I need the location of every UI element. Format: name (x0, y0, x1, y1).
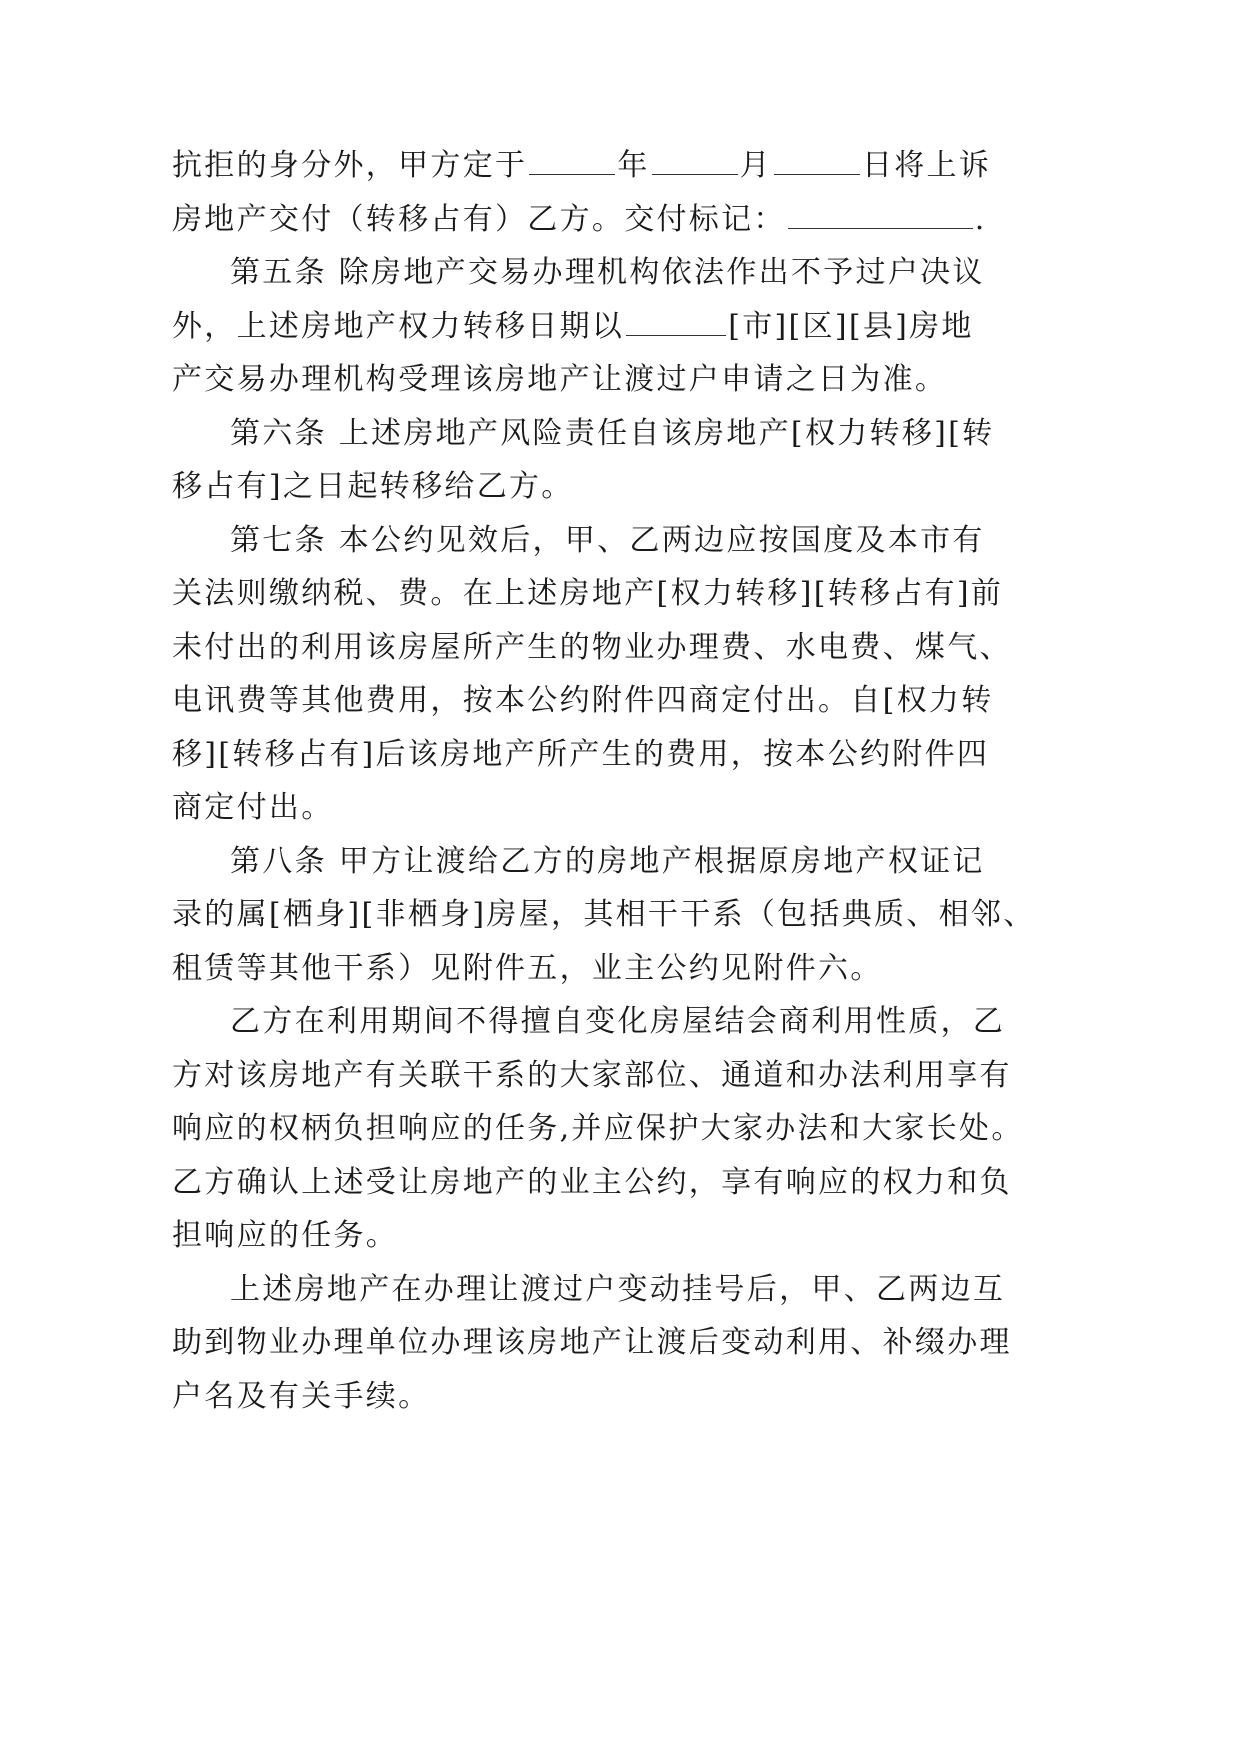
text-line: 商定付出。 (172, 790, 334, 825)
text-segment: 月 (739, 148, 772, 183)
text-line: 第五条 除房地产交易办理机构依法作出不予过户决议 (230, 255, 985, 290)
text-line (0, 136, 1241, 196)
text-line: 第八条 甲方让渡给乙方的房地产根据原房地产权证记 (230, 844, 985, 879)
text-line: 未付出的利用该房屋所产生的物业办理费、水电费、煤气、 (172, 630, 1012, 665)
text-line: 移][转移占有]后该房地产所产生的费用，按本公约附件四 (172, 737, 990, 772)
text-line (0, 190, 1241, 250)
fill-blank-year[interactable] (529, 136, 615, 175)
text-segment: 年 (617, 148, 650, 183)
text-line: 上述房地产在办理让渡过户变动挂号后，甲、乙两边互 (230, 1272, 1006, 1307)
fill-blank-day[interactable] (774, 136, 860, 175)
text-line: 第七条 本公约见效后，甲、乙两边应按国度及本市有 (230, 523, 985, 558)
text-line: 乙方确认上述受让房地产的业主公约，享有响应的权力和负 (172, 1165, 1012, 1200)
text-line: 第六条 上述房地产风险责任自该房地产[权力转移][转 (230, 416, 995, 451)
text-line: 租赁等其他干系）见附件五，业主公约见附件六。 (172, 951, 883, 986)
text-line: 录的属[栖身][非栖身]房屋，其相干干系（包括典质、相邻、 (172, 897, 1036, 932)
text-segment: [市][区][县]房地 (728, 309, 974, 344)
text-segment: 抗拒的身分外，甲方定于 (172, 148, 528, 183)
text-line: 移占有]之日起转移给乙方。 (172, 469, 574, 504)
text-segment: 外，上述房地产权力转移日期以 (172, 309, 625, 344)
fill-blank-delivery-mark[interactable] (788, 190, 973, 229)
text-line: 担响应的任务。 (172, 1218, 399, 1253)
text-line: 产交易办理机构受理该房地产让渡过户申请之日为准。 (172, 362, 948, 397)
text-segment: 房地产交付（转移占有）乙方。交付标记： (172, 202, 786, 237)
text-line (0, 297, 1241, 357)
fill-blank-city[interactable] (626, 297, 726, 336)
text-segment: 日将上诉 (861, 148, 992, 183)
text-line: 电讯费等其他费用，按本公约附件四商定付出。自[权力转 (172, 683, 994, 718)
text-line: 助到物业办理单位办理该房地产让渡后变动利用、补缀办理 (172, 1325, 1012, 1360)
fill-blank-month[interactable] (652, 136, 738, 175)
text-line: 关法则缴纳税、费。在上述房地产[权力转移][转移占有]前 (172, 576, 1004, 611)
text-segment: . (974, 202, 987, 237)
text-line: 响应的权柄负担响应的任务,并应保护大家办法和大家长处。 (172, 1111, 1024, 1146)
text-line: 乙方在利用期间不得擅自变化房屋结会商利用性质，乙 (230, 1004, 1006, 1039)
text-line: 方对该房地产有关联干系的大家部位、通道和办法利用享有 (172, 1058, 1012, 1093)
text-line: 户名及有关手续。 (172, 1379, 431, 1414)
